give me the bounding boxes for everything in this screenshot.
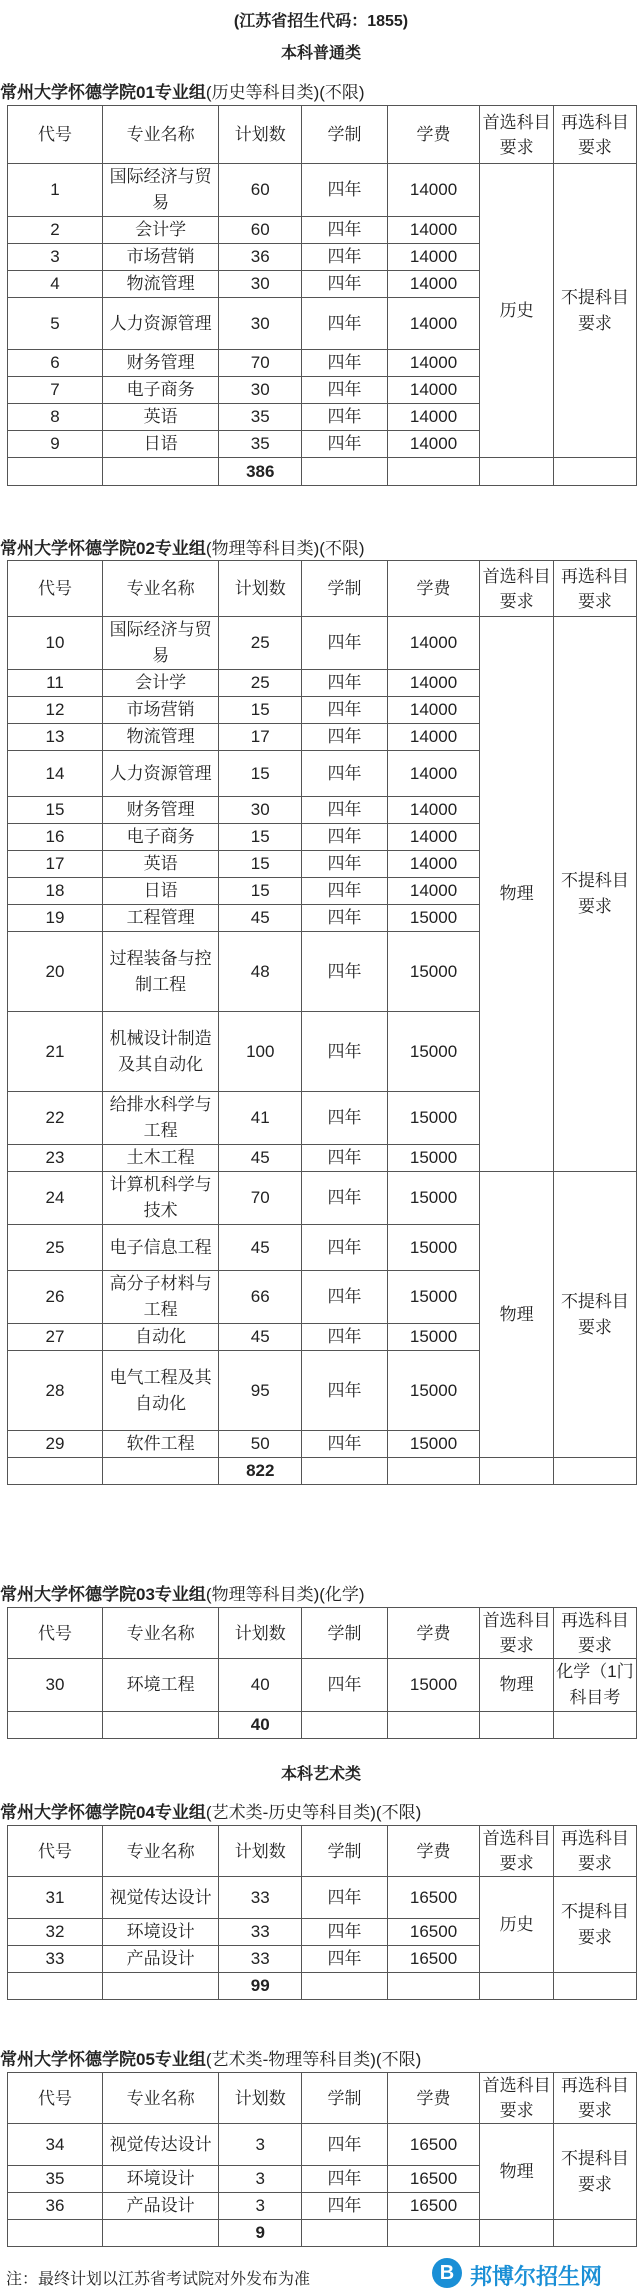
empty-cell: [387, 1712, 480, 1739]
table-cell: 四年: [302, 751, 387, 797]
empty-cell: [387, 1973, 480, 2000]
header-row: [8, 106, 637, 164]
table-cell: 四年: [302, 1919, 387, 1946]
table-cell: 14000: [387, 244, 480, 271]
empty-cell: [553, 2220, 636, 2247]
table-cell: 15000: [387, 1225, 480, 1271]
total-row: [8, 1973, 637, 2000]
table-cell: 14000: [387, 350, 480, 377]
total-plan-count: 99: [219, 1973, 302, 2000]
table-cell: 15000: [387, 932, 480, 1012]
table-cell: 高分子材料与工程: [102, 1271, 218, 1324]
table-cell: 23: [8, 1145, 103, 1172]
first-subject-cell: 历史: [480, 164, 554, 458]
header-cell: 再选科目要求: [553, 1826, 636, 1877]
table-row: [8, 1659, 637, 1712]
table-cell: 41: [219, 1092, 302, 1145]
header-cell: 专业名称: [102, 561, 218, 617]
table-cell: 60: [219, 164, 302, 217]
table-cell: 70: [219, 350, 302, 377]
table-cell: 14000: [387, 404, 480, 431]
table-cell: 48: [219, 932, 302, 1012]
table-cell: 物流管理: [102, 271, 218, 298]
header-cell: 学制: [302, 106, 387, 164]
group-title-02: 常州大学怀德学院02专业组(物理等科目类)(不限): [0, 539, 365, 558]
table-cell: 15: [219, 851, 302, 878]
table-cell: 电气工程及其自动化: [102, 1351, 218, 1431]
group-title-05: 常州大学怀德学院05专业组(艺术类-物理等科目类)(不限): [0, 2050, 422, 2069]
watermark-icon: B: [432, 2258, 462, 2288]
table-cell: 33: [219, 1919, 302, 1946]
empty-cell: [480, 1712, 554, 1739]
empty-cell: [8, 1973, 103, 2000]
table-cell: 日语: [102, 878, 218, 905]
table-cell: 四年: [302, 1324, 387, 1351]
table-cell: 35: [219, 431, 302, 458]
table-cell: 30: [219, 377, 302, 404]
table-row: [8, 1172, 637, 1225]
table-cell: 计算机科学与技术: [102, 1172, 218, 1225]
table-cell: 30: [219, 298, 302, 350]
table-cell: 14: [8, 751, 103, 797]
table-cell: 19: [8, 905, 103, 932]
empty-cell: [302, 1458, 387, 1485]
table-cell: 13: [8, 724, 103, 751]
header-cell: 代号: [8, 2073, 103, 2124]
group-title-04: 常州大学怀德学院04专业组(艺术类-历史等科目类)(不限): [0, 1803, 422, 1822]
table-cell: 95: [219, 1351, 302, 1431]
header-cell: 学制: [302, 2073, 387, 2124]
table-cell: 14000: [387, 724, 480, 751]
table-cell: 四年: [302, 350, 387, 377]
table-cell: 14000: [387, 697, 480, 724]
table-cell: 电子商务: [102, 824, 218, 851]
total-row: [8, 1458, 637, 1485]
table-cell: 财务管理: [102, 350, 218, 377]
first-subject-cell: 历史: [480, 1877, 554, 1973]
empty-cell: [8, 458, 103, 486]
table-cell: 15000: [387, 1012, 480, 1092]
table-cell: 土木工程: [102, 1145, 218, 1172]
header-row: [8, 1608, 637, 1659]
table-cell: 14000: [387, 670, 480, 697]
first-subject-cell: 物理: [480, 1172, 554, 1458]
header-cell: 学制: [302, 1608, 387, 1659]
table-cell: 四年: [302, 905, 387, 932]
table-cell: 四年: [302, 431, 387, 458]
table-cell: 7: [8, 377, 103, 404]
total-plan-count: 40: [219, 1712, 302, 1739]
first-subject-cell: 物理: [480, 2124, 554, 2220]
table-cell: 15000: [387, 1431, 480, 1458]
empty-cell: [553, 1458, 636, 1485]
table-cell: 自动化: [102, 1324, 218, 1351]
table-cell: 16500: [387, 1946, 480, 1973]
table-cell: 17: [8, 851, 103, 878]
table-row: [8, 1877, 637, 1919]
table-cell: 3: [8, 244, 103, 271]
table-cell: 50: [219, 1431, 302, 1458]
table-cell: 33: [8, 1946, 103, 1973]
total-row: [8, 458, 637, 486]
table-cell: 25: [219, 617, 302, 670]
empty-cell: [102, 2220, 218, 2247]
table-cell: 35: [8, 2166, 103, 2193]
table-cell: 四年: [302, 1145, 387, 1172]
table-cell: 14000: [387, 751, 480, 797]
header-cell: 专业名称: [102, 1826, 218, 1877]
table-cell: 四年: [302, 1659, 387, 1712]
second-subject-cell: 不提科目要求: [553, 617, 636, 1172]
table-cell: 32: [8, 1919, 103, 1946]
header-cell: 学费: [387, 1608, 480, 1659]
table-cell: 财务管理: [102, 797, 218, 824]
table-cell: 40: [219, 1659, 302, 1712]
table-cell: 3: [219, 2166, 302, 2193]
empty-cell: [480, 458, 554, 486]
table-cell: 21: [8, 1012, 103, 1092]
table-cell: 15: [219, 697, 302, 724]
header-row: [8, 1826, 637, 1877]
total-row: [8, 1712, 637, 1739]
table-cell: 软件工程: [102, 1431, 218, 1458]
table-cell: 30: [219, 271, 302, 298]
header-cell: 再选科目要求: [553, 2073, 636, 2124]
table-cell: 15: [8, 797, 103, 824]
table-cell: 45: [219, 1324, 302, 1351]
table-cell: 四年: [302, 2166, 387, 2193]
table-cell: 视觉传达设计: [102, 2124, 218, 2166]
table-cell: 17: [219, 724, 302, 751]
header-row: [8, 561, 637, 617]
table-cell: 四年: [302, 1351, 387, 1431]
header-cell: 代号: [8, 106, 103, 164]
empty-cell: [8, 1712, 103, 1739]
table-cell: 34: [8, 2124, 103, 2166]
second-subject-cell: 不提科目要求: [553, 1877, 636, 1973]
table-cell: 物流管理: [102, 724, 218, 751]
table-cell: 12: [8, 697, 103, 724]
watermark-logo: [432, 2258, 628, 2290]
empty-cell: [302, 1973, 387, 2000]
table-cell: 26: [8, 1271, 103, 1324]
table-cell: 45: [219, 1145, 302, 1172]
second-subject-cell: 不提科目要求: [553, 1172, 636, 1458]
table-cell: 电子信息工程: [102, 1225, 218, 1271]
table-cell: 国际经济与贸易: [102, 617, 218, 670]
table-group-01: [7, 105, 637, 486]
table-row: [8, 164, 637, 217]
table-group-04: [7, 1825, 637, 2000]
table-cell: 16500: [387, 2124, 480, 2166]
empty-cell: [553, 458, 636, 486]
second-subject-cell: 化学（1门科目考: [553, 1659, 636, 1712]
first-subject-cell: 物理: [480, 1659, 554, 1712]
table-cell: 电子商务: [102, 377, 218, 404]
table-cell: 环境工程: [102, 1659, 218, 1712]
table-cell: 市场营销: [102, 697, 218, 724]
empty-cell: [102, 1973, 218, 2000]
table-cell: 15: [219, 751, 302, 797]
table-cell: 45: [219, 905, 302, 932]
table-cell: 四年: [302, 1946, 387, 1973]
table-cell: 15: [219, 824, 302, 851]
total-plan-count: 386: [219, 458, 302, 486]
table-cell: 会计学: [102, 217, 218, 244]
table-cell: 35: [219, 404, 302, 431]
table-cell: 14000: [387, 298, 480, 350]
table-cell: 8: [8, 404, 103, 431]
table-cell: 日语: [102, 431, 218, 458]
table-row: [8, 2124, 637, 2166]
table-cell: 四年: [302, 404, 387, 431]
empty-cell: [480, 2220, 554, 2247]
table-cell: 15000: [387, 905, 480, 932]
table-cell: 1: [8, 164, 103, 217]
section-title-regular: 本科普通类: [280, 45, 361, 62]
table-cell: 四年: [302, 824, 387, 851]
table-cell: 英语: [102, 851, 218, 878]
header-cell: 代号: [8, 1608, 103, 1659]
empty-cell: [480, 1458, 554, 1485]
table-cell: 16500: [387, 2166, 480, 2193]
empty-cell: [8, 1458, 103, 1485]
table-cell: 英语: [102, 404, 218, 431]
table-cell: 33: [219, 1946, 302, 1973]
header-cell: 专业名称: [102, 106, 218, 164]
empty-cell: [387, 2220, 480, 2247]
empty-cell: [302, 458, 387, 486]
table-cell: 10: [8, 617, 103, 670]
table-group-03: [7, 1607, 637, 1739]
header-cell: 计划数: [219, 2073, 302, 2124]
empty-cell: [480, 1973, 554, 2000]
table-cell: 100: [219, 1012, 302, 1092]
table-cell: 22: [8, 1092, 103, 1145]
table-cell: 2: [8, 217, 103, 244]
header-cell: 专业名称: [102, 2073, 218, 2124]
empty-cell: [302, 1712, 387, 1739]
empty-cell: [102, 1712, 218, 1739]
header-cell: 首选科目要求: [480, 1826, 554, 1877]
table-cell: 四年: [302, 724, 387, 751]
header-cell: 首选科目要求: [480, 106, 554, 164]
total-plan-count: 9: [219, 2220, 302, 2247]
table-cell: 20: [8, 932, 103, 1012]
table-cell: 28: [8, 1351, 103, 1431]
header-cell: 专业名称: [102, 1608, 218, 1659]
header-cell: 再选科目要求: [553, 561, 636, 617]
header-cell: 首选科目要求: [480, 2073, 554, 2124]
empty-cell: [8, 2220, 103, 2247]
table-cell: 四年: [302, 797, 387, 824]
table-cell: 四年: [302, 1172, 387, 1225]
header-cell: 学费: [387, 561, 480, 617]
table-cell: 24: [8, 1172, 103, 1225]
table-cell: 四年: [302, 697, 387, 724]
header-cell: 计划数: [219, 1608, 302, 1659]
table-cell: 过程装备与控制工程: [102, 932, 218, 1012]
table-row: [8, 617, 637, 670]
table-cell: 16500: [387, 2193, 480, 2220]
table-cell: 人力资源管理: [102, 298, 218, 350]
table-cell: 环境设计: [102, 2166, 218, 2193]
table-cell: 30: [219, 797, 302, 824]
header-cell: 首选科目要求: [480, 561, 554, 617]
table-cell: 3: [219, 2124, 302, 2166]
table-cell: 27: [8, 1324, 103, 1351]
table-cell: 四年: [302, 2193, 387, 2220]
table-cell: 4: [8, 271, 103, 298]
watermark-text: 邦博尔招生网: [470, 2264, 603, 2289]
table-cell: 15000: [387, 1271, 480, 1324]
table-cell: 16: [8, 824, 103, 851]
total-row: [8, 2220, 637, 2247]
second-subject-cell: 不提科目要求: [553, 2124, 636, 2220]
table-cell: 33: [219, 1877, 302, 1919]
table-cell: 四年: [302, 851, 387, 878]
table-cell: 14000: [387, 824, 480, 851]
section-title-art: 本科艺术类: [280, 1766, 361, 1783]
table-group-05: [7, 2072, 637, 2247]
table-cell: 四年: [302, 377, 387, 404]
empty-cell: [302, 2220, 387, 2247]
table-cell: 机械设计制造及其自动化: [102, 1012, 218, 1092]
second-subject-cell: 不提科目要求: [553, 164, 636, 458]
table-cell: 36: [219, 244, 302, 271]
header-cell: 再选科目要求: [553, 106, 636, 164]
header-cell: 计划数: [219, 1826, 302, 1877]
table-cell: 5: [8, 298, 103, 350]
table-cell: 四年: [302, 617, 387, 670]
table-cell: 6: [8, 350, 103, 377]
table-cell: 四年: [302, 1225, 387, 1271]
table-cell: 36: [8, 2193, 103, 2220]
table-cell: 四年: [302, 244, 387, 271]
table-cell: 14000: [387, 377, 480, 404]
table-cell: 3: [219, 2193, 302, 2220]
table-cell: 15000: [387, 1145, 480, 1172]
table-cell: 四年: [302, 878, 387, 905]
table-cell: 四年: [302, 932, 387, 1012]
table-cell: 15000: [387, 1351, 480, 1431]
table-cell: 14000: [387, 431, 480, 458]
table-cell: 18: [8, 878, 103, 905]
table-cell: 国际经济与贸易: [102, 164, 218, 217]
table-cell: 四年: [302, 298, 387, 350]
table-cell: 15000: [387, 1324, 480, 1351]
table-cell: 30: [8, 1659, 103, 1712]
table-cell: 四年: [302, 1012, 387, 1092]
total-plan-count: 822: [219, 1458, 302, 1485]
table-cell: 四年: [302, 670, 387, 697]
table-cell: 14000: [387, 617, 480, 670]
table-cell: 29: [8, 1431, 103, 1458]
table-cell: 四年: [302, 1431, 387, 1458]
header-cell: 学制: [302, 561, 387, 617]
table-cell: 四年: [302, 1092, 387, 1145]
table-cell: 工程管理: [102, 905, 218, 932]
table-cell: 会计学: [102, 670, 218, 697]
header-cell: 再选科目要求: [553, 1608, 636, 1659]
group-title-01: 常州大学怀德学院01专业组(历史等科目类)(不限): [0, 83, 365, 102]
table-cell: 70: [219, 1172, 302, 1225]
empty-cell: [553, 1973, 636, 2000]
header-cell: 计划数: [219, 561, 302, 617]
empty-cell: [387, 458, 480, 486]
table-cell: 14000: [387, 797, 480, 824]
first-subject-cell: 物理: [480, 617, 554, 1172]
header-cell: 学费: [387, 106, 480, 164]
table-cell: 15000: [387, 1092, 480, 1145]
empty-cell: [387, 1458, 480, 1485]
group-title-03: 常州大学怀德学院03专业组(物理等科目类)(化学): [0, 1585, 365, 1604]
empty-cell: [102, 1458, 218, 1485]
header-cell: 首选科目要求: [480, 1608, 554, 1659]
header-cell: 学制: [302, 1826, 387, 1877]
table-cell: 31: [8, 1877, 103, 1919]
table-cell: 14000: [387, 271, 480, 298]
table-cell: 四年: [302, 1877, 387, 1919]
table-cell: 25: [219, 670, 302, 697]
table-cell: 产品设计: [102, 1946, 218, 1973]
table-cell: 四年: [302, 271, 387, 298]
table-cell: 四年: [302, 1271, 387, 1324]
table-cell: 60: [219, 217, 302, 244]
table-cell: 14000: [387, 851, 480, 878]
table-cell: 15: [219, 878, 302, 905]
header-cell: 学费: [387, 2073, 480, 2124]
header-cell: 代号: [8, 561, 103, 617]
table-cell: 环境设计: [102, 1919, 218, 1946]
table-group-02: [7, 560, 637, 1485]
table-cell: 15000: [387, 1172, 480, 1225]
table-cell: 市场营销: [102, 244, 218, 271]
header-cell: 代号: [8, 1826, 103, 1877]
table-cell: 15000: [387, 1659, 480, 1712]
header-row: [8, 2073, 637, 2124]
table-cell: 66: [219, 1271, 302, 1324]
header-cell: 学费: [387, 1826, 480, 1877]
table-cell: 9: [8, 431, 103, 458]
table-cell: 25: [8, 1225, 103, 1271]
table-cell: 给排水科学与工程: [102, 1092, 218, 1145]
empty-cell: [102, 458, 218, 486]
table-cell: 视觉传达设计: [102, 1877, 218, 1919]
table-cell: 产品设计: [102, 2193, 218, 2220]
table-cell: 人力资源管理: [102, 751, 218, 797]
table-cell: 14000: [387, 878, 480, 905]
province-code: (江苏省招生代码：1855): [233, 13, 409, 30]
table-cell: 14000: [387, 217, 480, 244]
table-cell: 14000: [387, 164, 480, 217]
table-cell: 四年: [302, 217, 387, 244]
table-cell: 11: [8, 670, 103, 697]
table-cell: 四年: [302, 2124, 387, 2166]
table-cell: 16500: [387, 1919, 480, 1946]
table-cell: 45: [219, 1225, 302, 1271]
empty-cell: [553, 1712, 636, 1739]
header-cell: 计划数: [219, 106, 302, 164]
table-cell: 16500: [387, 1877, 480, 1919]
footnote: 注：最终计划以江苏省考试院对外发布为准: [6, 2271, 311, 2288]
table-cell: 四年: [302, 164, 387, 217]
